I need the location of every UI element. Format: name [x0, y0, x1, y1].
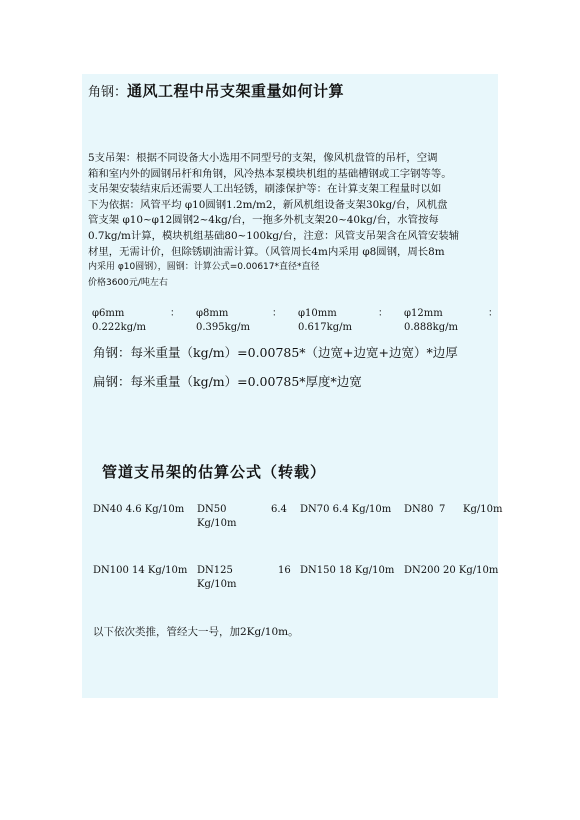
title-main: 通风工程中吊支架重量如何计算 — [127, 82, 345, 100]
rod-colon: ： — [170, 308, 180, 319]
rod-weight-12: 0.888kg/m — [404, 322, 458, 333]
paragraph-line: 支吊架安装结束后还需要人工出轻锈，刷漆保护等：在计算支架工程量时以如 — [88, 183, 442, 196]
rod-size-8: φ8mm — [196, 308, 229, 319]
rod-size-12: φ12mm — [404, 308, 443, 319]
rod-colon: ： — [378, 308, 388, 319]
pipe-cell-dn80-value: 7 — [439, 504, 446, 515]
pipe-cell-dn125-unit: Kg/10m — [197, 579, 237, 590]
rod-weight-row — [88, 321, 500, 335]
estimate-note: 以下依次类推，管经大一号，加2Kg/10m。 — [93, 626, 299, 638]
angle-steel-formula: 角钢：每米重量（kg/m）=0.00785*（边宽+边宽+边宽）*边厚 — [93, 345, 458, 360]
rod-weight-8: 0.395kg/m — [196, 322, 250, 333]
pipe-cell-dn100: DN100 14 Kg/10m — [93, 565, 188, 576]
paragraph-line: 0.7kg/m计算，模块机组基础80~100kg/台，注意：风管支吊架含在风管安装辅 — [88, 229, 460, 242]
pipe-cell-dn125-value: 16 — [278, 565, 291, 576]
pipe-cell-dn50-size: DN50 — [197, 504, 227, 515]
page-title — [88, 80, 344, 101]
pipe-cell-dn50-unit: Kg/10m — [197, 518, 237, 529]
rod-weight-10: 0.617kg/m — [298, 322, 352, 333]
paragraph-line: 材里，无需计价，但除锈刷油需计算。（风管周长4m内采用 φ8圆钢，周长8m — [88, 245, 445, 258]
rod-size-6: φ6mm — [92, 308, 125, 319]
pipe-cell-dn125-size: DN125 — [197, 565, 233, 576]
title-lead: 角钢： — [88, 85, 128, 100]
pipe-cell-dn50-value: 6.4 — [271, 504, 287, 515]
pipe-cell-dn40: DN40 4.6 Kg/10m — [93, 504, 185, 515]
paragraph-line: 下为依据：风管平均 φ10圆钢1.2m/m2，新风机组设备支架30kg/台，风机盘 — [88, 198, 448, 211]
paragraph-line: 5支吊架：根据不同设备大小选用不同型号的支架，像风机盘管的吊杆，空调 — [88, 152, 438, 164]
rod-colon: ： — [488, 308, 498, 319]
body-paragraph — [88, 151, 498, 291]
rod-size-10: φ10mm — [298, 308, 337, 319]
pipe-cell-dn80-size: DN80 — [404, 504, 434, 515]
section-heading: 管道支吊架的估算公式（转载） — [102, 463, 327, 481]
paragraph-small-line: 内采用 φ10圆钢），圆钢：计算公式=0.00617*直径*直径 — [88, 262, 320, 273]
rod-weight-table — [88, 307, 500, 335]
pipe-cell-dn80-unit: Kg/10m — [463, 504, 503, 515]
price-line: 价格3600元/吨左右 — [88, 277, 168, 288]
pipe-cell-dn200: DN200 20 Kg/10m — [404, 565, 499, 576]
flat-steel-formula: 扁钢：每米重量（kg/m）=0.00785*厚度*边宽 — [93, 374, 362, 389]
pipe-cell-dn70: DN70 6.4 Kg/10m — [300, 504, 392, 515]
rod-header-row — [88, 307, 500, 321]
rod-colon: ： — [272, 308, 282, 319]
rod-weight-6: 0.222kg/m — [92, 322, 146, 333]
paragraph-line: 管支架 φ10~φ12圆钢2~4kg/台，一拖多外机支架20~40kg/台，水管按每 — [88, 214, 439, 227]
paragraph-line: 箱和室内外的圆钢吊杆和角钢，风冷热本泵模块机组的基础槽钢或工字钢等等。 — [88, 167, 452, 180]
pipe-cell-dn150: DN150 18 Kg/10m — [300, 565, 395, 576]
